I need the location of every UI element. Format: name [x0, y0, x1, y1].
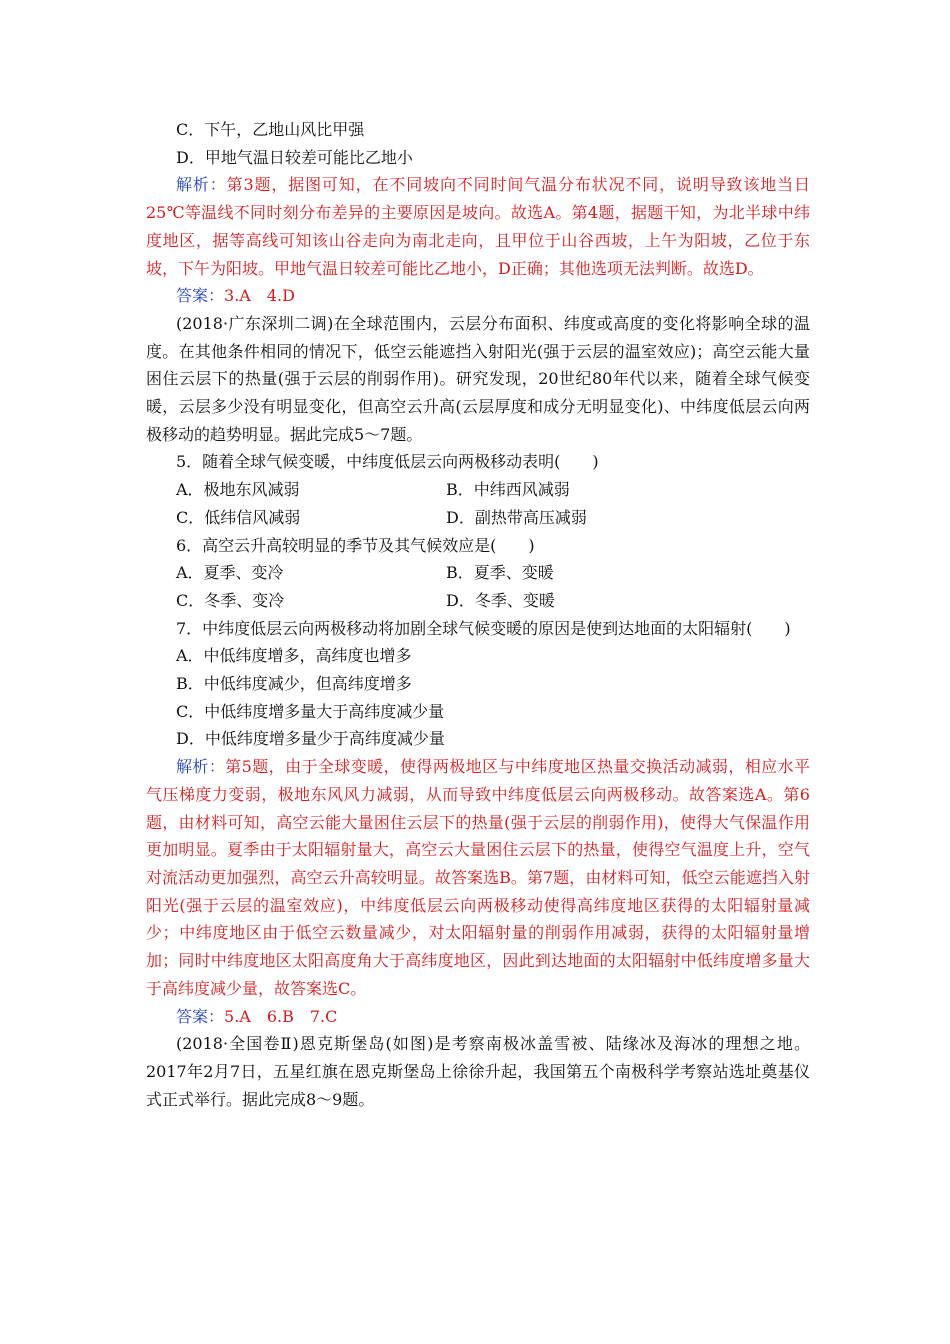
q6-option-d: D．冬季、变暖 — [446, 590, 555, 610]
question-5-options-row2 — [146, 504, 810, 532]
q7-option-b: B．中低纬度减少，但高纬度增多 — [176, 674, 412, 694]
explanation-text: 第5题，由于全球变暖，使得两极地区与中纬度地区热量交换活动减弱，相应水平气压梯度力变弱，极地东风风力减弱，从而导致中纬度低层云向两极移动。故答案选A。第6题，由材料可知，高空云能大量困住云层下的热量(强于云层的削弱作用)，使得大气保温作用更加明显。夏季由于太阳辐射量大，高空云大量困住云层下的热量，使得空气温度上升，空气对流活动更加强烈，高空云升高较明显。故答案选B。第7题，由材料可知，低空云能遮挡入射阳光(强于云层的温室效应)，中纬度低层云向两极移动使得高纬度地区获得的太阳辐射量减少；中纬度地区由于低空云数量减少，对太阳辐射量的削弱作用减弱，获得的太阳辐射量增加；同时中纬度地区太阳高度角大于高纬度地区，因此到达地面的太阳辐射中低纬度增多量大于高纬度减少量，故答案选C。 — [146, 757, 810, 998]
answer-text: 5.A 6.B 7.C — [224, 1006, 338, 1026]
q6-option-b: B．夏季、变暖 — [446, 563, 554, 583]
q7-option-c: C．中低纬度增多量大于高纬度减少量 — [176, 701, 445, 721]
question-6: 6．高空云升高较明显的季节及其气候效应是( ) — [176, 535, 535, 555]
explanation-5-7 — [146, 753, 810, 1002]
material-5-7: (2018·广东深圳二调)在全球范围内，云层分布面积、纬度或高度的变化将影响全球的温度。在其他条件相同的情况下，低空云能遮挡入射阳光(强于云层的温室效应)；高空云能大量困住云层下的热量(强于云层的削弱作用)。研究发现，20世纪80年代以来，随着全球气候变暖，云层多少没有明显变化，但高空云升高(云层厚度和成分无明显变化)、中纬度低层云向两极移动的趋势明显。据此完成5～7题。 — [146, 313, 810, 444]
question-5-options-row1 — [146, 476, 810, 504]
question-7: 7．中纬度低层云向两极移动将加剧全球气候变暖的原因是使到达地面的太阳辐射( ) — [176, 618, 791, 638]
q5-option-a: A．极地东风减弱 — [176, 480, 300, 500]
question-5: 5．随着全球气候变暖，中纬度低层云向两极移动表明( ) — [176, 452, 599, 472]
q5-option-c: C．低纬信风减弱 — [176, 507, 301, 527]
explanation-text: 第3题，据图可知，在不同坡向不同时间气温分布状况不同，说明导致该地当日25℃等温线不同时刻分布差异的主要原因是坡向。故选A。第4题，据题干知，为北半球中纬度地区，据等高线可知该山谷走向为南北走向，且甲位于山谷西坡，上午为阳坡，乙位于东坡，下午为阳坡。甲地气温日较差可能比乙地小，D正确；其他选项无法判断。故选D。 — [146, 175, 810, 278]
explanation-3-4 — [146, 171, 810, 282]
answer-label: 答案： — [176, 286, 225, 306]
q6-option-a: A．夏季、变冷 — [176, 563, 284, 583]
q5-option-b: B．中纬西风减弱 — [446, 480, 570, 500]
answer-text: 3.A 4.D — [224, 286, 295, 306]
answer-3-4 — [146, 282, 810, 310]
q7-option-a: A．中低纬度增多，高纬度也增多 — [176, 646, 412, 666]
option-d: D．甲地气温日较差可能比乙地小 — [176, 147, 413, 167]
material-8-9: (2018·全国卷Ⅱ)恩克斯堡岛(如图)是考察南极冰盖雪被、陆缘冰及海冰的理想之地。2017年2月7日，五星红旗在恩克斯堡岛上徐徐升起，我国第五个南极科学考察站选址奠基仪式正式举行。据此完成8～9题。 — [146, 1034, 810, 1109]
q5-option-d: D．副热带高压减弱 — [446, 507, 587, 527]
explanation-label: 解析： — [176, 757, 226, 777]
q7-option-d: D．中低纬度增多量少于高纬度减少量 — [176, 729, 445, 749]
document-page — [146, 116, 810, 1113]
q6-option-c: C．冬季、变冷 — [176, 590, 285, 610]
question-6-options-row1 — [146, 559, 810, 587]
option-c: C．下午，乙地山风比甲强 — [176, 120, 365, 139]
question-6-options-row2 — [146, 587, 810, 615]
answer-5-7 — [146, 1003, 810, 1031]
explanation-label: 解析： — [176, 175, 227, 195]
answer-label: 答案： — [176, 1006, 225, 1026]
